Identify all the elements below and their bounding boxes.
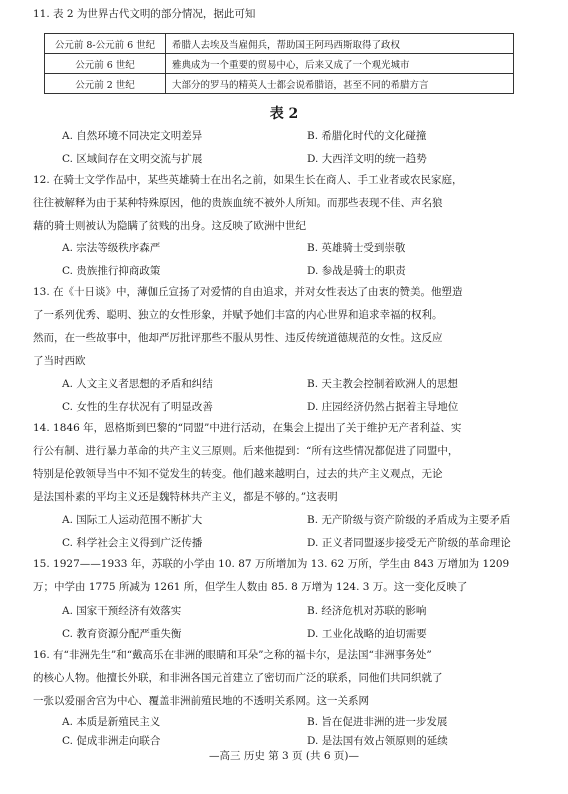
table-row <box>45 54 514 74</box>
question-14-stem: 14. 1846 年，恩格斯到巴黎的“同盟”中进行活动，在集会上提出了关于维护无产者利益、实 行公有制、进行暴力革命的共产主义三原则。后来他提到：“所有这些情况都促进了同盟中， 特别是伦敦领导当中不知不觉发生的转变。他们越来越明白，过去的共产主义观点，无论 是法国朴素的平均主义还是魏特林共产主义，都是不够的。”这表明 <box>33 422 462 503</box>
question-13-option-b: B. 天主教会控制着欧洲人的思想 <box>307 378 458 390</box>
question-15-option-c: C. 教育资源分配严重失衡 <box>62 628 182 640</box>
question-14-option-c: C. 科学社会主义得到广泛传播 <box>62 537 203 549</box>
page-footer: —高三 历史 第 3 页 (共 6 页)— <box>209 750 359 762</box>
question-15-option-d: D. 工业化战略的迫切需要 <box>307 628 427 640</box>
table-desc-cell: 雅典成为一个重要的贸易中心，后来又成了一个观光城市 <box>166 54 514 74</box>
question-14-option-d: D. 正义者同盟逐步接受无产阶级的革命理论 <box>307 537 511 549</box>
question-11-option-d: D. 大西洋文明的统一趋势 <box>307 153 427 165</box>
table-row <box>45 34 514 54</box>
question-11-option-b: B. 希腊化时代的文化碰撞 <box>307 130 427 142</box>
question-14-option-b: B. 无产阶级与资产阶级的矛盾成为主要矛盾 <box>307 514 511 526</box>
question-16-option-a: A. 本质是新殖民主义 <box>62 716 161 728</box>
question-12-stem: 12. 在骑士文学作品中，某些英雄骑士在出名之前，如果生长在商人、手工业者或农民家庭， 往往被解释为由于某种特殊原因，他的贵族血统不被外人所知。而那些表现不佳、声名狼 藉的骑士则被认为隐瞒了贫贱的出身。这反映了欧洲中世纪 <box>33 174 463 232</box>
question-11-stem: 11. 表 2 为世界古代文明的部分情况，据此可知 <box>33 8 256 20</box>
question-16-option-c: C. 促成非洲走向联合 <box>62 735 161 747</box>
question-13-option-a: A. 人文主义者思想的矛盾和纠结 <box>62 378 213 390</box>
question-12-option-b: B. 英雄骑士受到崇敬 <box>307 242 406 254</box>
question-11-option-a: A. 自然环境不同决定文明差异 <box>62 130 203 142</box>
civilization-table <box>44 33 514 94</box>
question-13-option-d: D. 庄园经济仍然占据着主导地位 <box>307 401 459 413</box>
table-era-cell: 公元前 6 世纪 <box>45 54 166 74</box>
question-15-option-b: B. 经济危机对苏联的影响 <box>307 605 427 617</box>
question-13-option-c: C. 女性的生存状况有了明显改善 <box>62 401 213 413</box>
table-caption: 表 2 <box>269 106 299 122</box>
question-12-option-d: D. 参战是骑士的职责 <box>307 265 406 277</box>
question-15-option-a: A. 国家干预经济有效落实 <box>62 605 182 617</box>
question-14-option-a: A. 国际工人运动范围不断扩大 <box>62 514 203 526</box>
table-era-cell: 公元前 2 世纪 <box>45 74 166 94</box>
table-era-cell: 公元前 8-公元前 6 世纪 <box>45 34 166 54</box>
question-12-option-c: C. 贵族推行抑商政策 <box>62 265 161 277</box>
question-16-option-d: D. 是法国有效占领原则的延续 <box>307 735 448 747</box>
table-desc-cell: 希腊人去埃及当雇佣兵，帮助国王阿玛西斯取得了政权 <box>166 34 514 54</box>
question-15-stem: 15. 1927——1933 年，苏联的小学由 10. 87 万所增加为 13. 62 万所，学生由 843 万增加为 1209 万；中学由 1775 所减为 1261 所，但学生人数由 85. 8 万增为 124. 3 万。这一变化反映了 <box>33 558 510 593</box>
table-row <box>45 74 514 94</box>
question-12-option-a: A. 宗法等级秩序森严 <box>62 242 161 254</box>
table-desc-cell: 大部分的罗马的精英人士都会说希腊语，甚至不同的希腊方言 <box>166 74 514 94</box>
question-16-stem: 16. 有“非洲先生”和“戴高乐在非洲的眼睛和耳朵”之称的福卡尔，是法国“非洲事务处” 的核心人物。他擅长外联，和非洲各国元首建立了密切而广泛的联系，同他们共同织就了 一张以爱丽舍宫为中心、覆盖非洲前殖民地的不透明关系网。这一关系网 <box>33 649 443 707</box>
question-16-option-b: B. 旨在促进非洲的进一步发展 <box>307 716 448 728</box>
question-11-option-c: C. 区域间存在文明交流与扩展 <box>62 153 203 165</box>
question-13-stem: 13. 在《十日谈》中，薄伽丘宣扬了对爱情的自由追求，并对女性表达了由衷的赞美。他塑造 了一系列优秀、聪明、独立的女性形象，并赋予她们丰富的内心世界和追求幸福的权利。 然而，在一些故事中，他却严厉批评那些不服从男性、违反传统道德规范的女性。这反应 了当时西欧 <box>33 286 463 367</box>
